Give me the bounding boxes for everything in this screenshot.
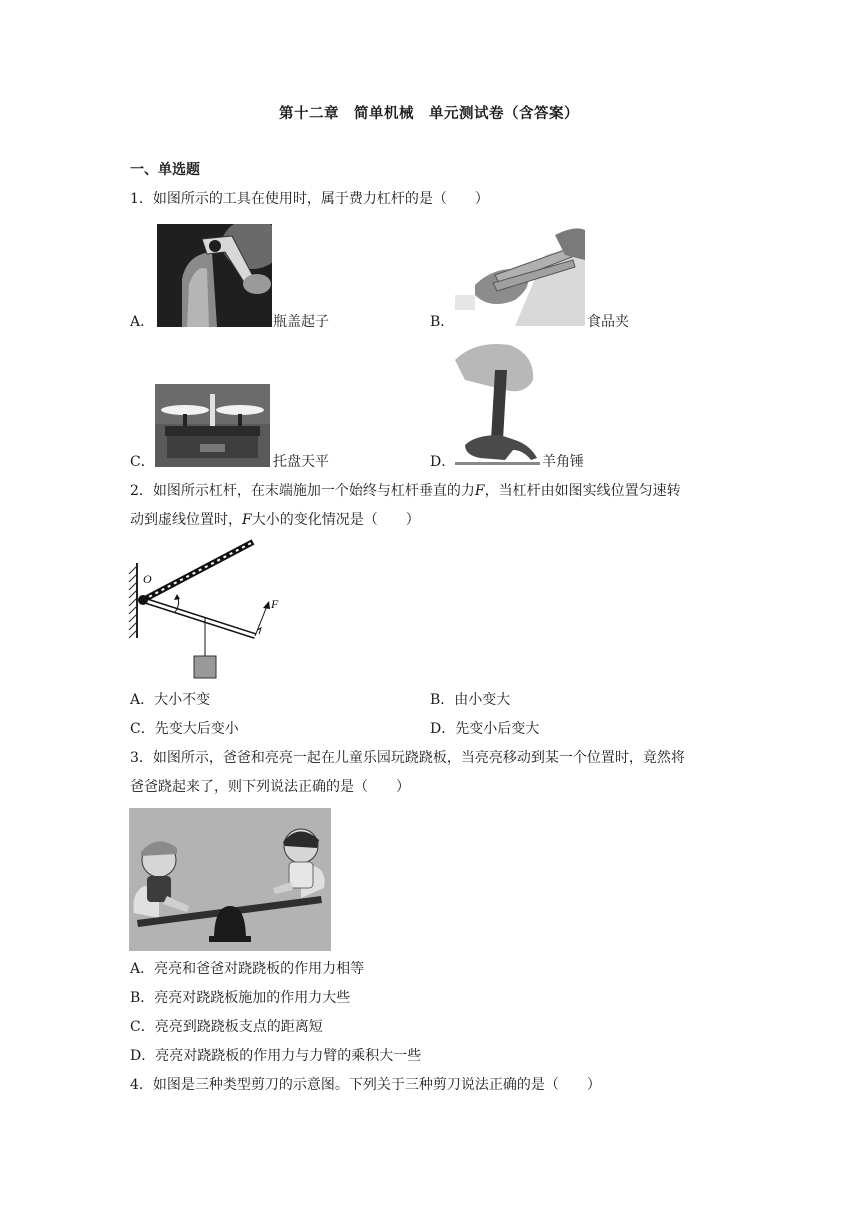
question-3-stem-line1: 3．如图所示，爸爸和亮亮一起在儿童乐园玩跷跷板，当亮亮移动到某一个位置时，竟然将 (130, 750, 685, 766)
q1-option-d-letter: D． (430, 454, 456, 470)
q3-option-b: B．亮亮对跷跷板施加的作用力大些 (130, 990, 351, 1006)
q2-option-b: B．由小变大 (430, 692, 511, 708)
q1-option-d-label: 羊角锤 (542, 454, 584, 470)
bottle-opener-photo (157, 224, 272, 327)
lever-diagram (125, 538, 285, 683)
claw-hammer-photo (455, 340, 540, 467)
q3-option-c: C．亮亮到跷跷板支点的距离短 (130, 1019, 323, 1035)
q2-option-d: D．先变小后变大 (430, 721, 540, 737)
question-2-stem-line1: 2．如图所示杠杆，在末端施加一个始终与杠杆垂直的力F，当杠杆由如图实线位置匀速转 (130, 483, 681, 499)
question-2-stem-line2: 动到虚线位置时，F大小的变化情况是（ ） (130, 512, 420, 528)
seesaw-illustration (129, 808, 331, 951)
q2-option-c: C．先变大后变小 (130, 721, 239, 737)
page-title: 第十二章 简单机械 单元测试卷（含答案） (279, 105, 579, 122)
q1-option-b-label: 食品夹 (587, 314, 629, 330)
q2-option-a: A．大小不变 (130, 692, 211, 708)
pivot-label: O (143, 572, 152, 586)
q1-option-c-label: 托盘天平 (273, 454, 329, 470)
question-3-stem-line2: 爸爸跷起来了，则下列说法正确的是（ ） (130, 779, 410, 795)
force-label: F (271, 597, 279, 611)
q1-option-c-letter: C． (130, 454, 155, 470)
question-1-stem: 1．如图所示的工具在使用时，属于费力杠杆的是（ ） (130, 191, 489, 207)
section-heading: 一、单选题 (130, 162, 200, 178)
food-tongs-photo (455, 225, 585, 326)
q3-option-a: A．亮亮和爸爸对跷跷板的作用力相等 (130, 961, 365, 977)
q1-option-a-letter: A． (130, 314, 155, 330)
q1-option-a-label: 瓶盖起子 (273, 314, 329, 330)
tray-balance-photo (155, 384, 270, 467)
q3-option-d: D．亮亮对跷跷板的作用力与力臂的乘积大一些 (130, 1048, 422, 1064)
q1-option-b-letter: B． (430, 314, 455, 330)
question-4-stem: 4．如图是三种类型剪刀的示意图。下列关于三种剪刀说法正确的是（ ） (130, 1077, 601, 1093)
